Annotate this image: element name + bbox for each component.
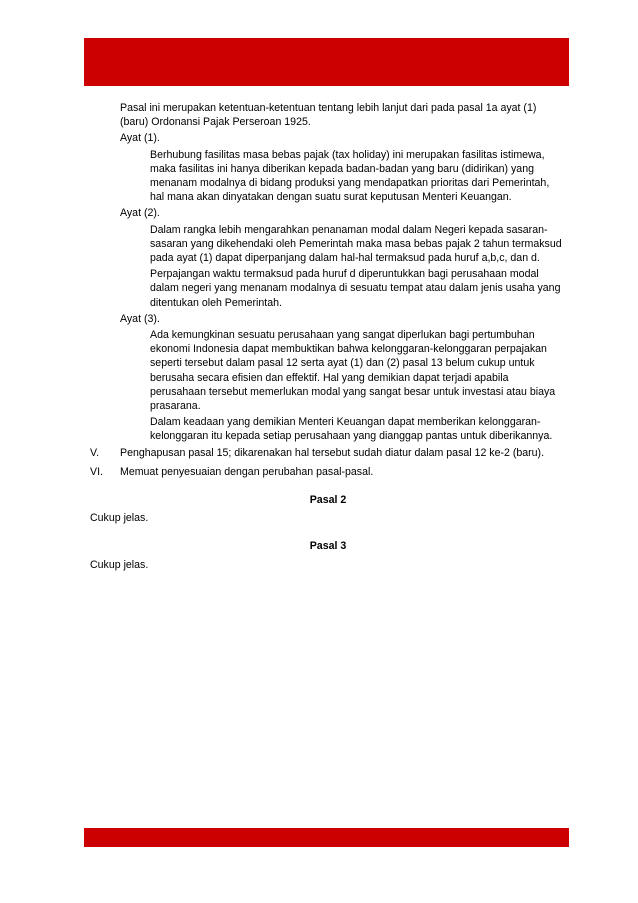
ayat-1-title: Ayat (1). bbox=[120, 132, 160, 145]
list-text: Memuat penyesuaian dengan perubahan pasal-pasal. bbox=[120, 465, 374, 478]
pasal-2-text: Cukup jelas. bbox=[90, 512, 149, 525]
pasal-3-text: Cukup jelas. bbox=[90, 558, 149, 571]
header-band bbox=[84, 38, 569, 86]
list-item-vi bbox=[90, 465, 566, 479]
ayat-1-paragraph: Berhubung fasilitas masa bebas pajak (tax holiday) ini merupakan fasilitas istimewa, maka fasilitas ini hanya diberikan kepada badan-badan yang baru (didirikan) yang menanam modalnya di bidang produksi yang mendapatkan prioritas dari Pemerintah, hal mana akan dinyatakan dengan suatu surat keputusan Menteri Keuangan. bbox=[150, 148, 550, 204]
list-item-v bbox=[90, 446, 566, 460]
ayat-3-paragraph-2: Dalam keadaan yang demikian Menteri Keuangan dapat memberikan kelonggaran-kelonggaran itu kepada setiap perusahaan yang dianggap pantas untuk diberikannya. bbox=[150, 416, 553, 443]
list-text: Penghapusan pasal 15; dikarenakan hal tersebut sudah diatur dalam pasal 12 ke-2 (baru). bbox=[120, 446, 545, 459]
ayat-2-paragraph-1: Dalam rangka lebih mengarahkan penanaman modal dalam Negeri kepada sasaran-sasaran yang dikehendaki oleh Pemerintah maka masa bebas pajak 2 tahun termaksud pada ayat (1) dapat diperpanjang dalam hal-hal termaksud pada huruf a,b,c, dan d. bbox=[150, 223, 562, 265]
list-number: V. bbox=[90, 446, 100, 459]
footer-band bbox=[84, 828, 569, 847]
ayat-3-title: Ayat (3). bbox=[120, 312, 160, 325]
pasal-3-heading: Pasal 3 bbox=[309, 540, 347, 553]
ayat-2-title: Ayat (2). bbox=[120, 207, 160, 220]
document-body bbox=[90, 101, 566, 572]
ayat-2-paragraph-2: Perpajangan waktu termaksud pada huruf d diperuntukkan bagi perusahaan modal dalam negeri yang menanam modalnya di sesuatu tempat atau dalam jenis usaha yang ditentukan oleh Pemerintah. bbox=[150, 268, 561, 309]
list-number: VI. bbox=[90, 465, 103, 478]
pasal-2-heading: Pasal 2 bbox=[309, 494, 347, 507]
intro-paragraph: Pasal ini merupakan ketentuan-ketentuan tentang lebih lanjut dari pada pasal 1a ayat (1) (baru) Ordonansi Pajak Perseroan 1925. bbox=[120, 102, 537, 129]
ayat-3-paragraph-1: Ada kemungkinan sesuatu perusahaan yang sangat diperlukan bagi pertumbuhan ekonomi Indonesia dapat membuktikan bahwa kelonggaran-kelonggaran perpajakan seperti tersebut dalam pasal 12 serta ayat (1) dan (2) pasal 13 belum cukup untuk berusaha secara efisien dan effektif. Hal yang demikian dapat terjadi apabila perusahaan tersebut memerlukan modal yang sangat besar untuk investasi atau biaya prasarana. bbox=[150, 329, 556, 413]
